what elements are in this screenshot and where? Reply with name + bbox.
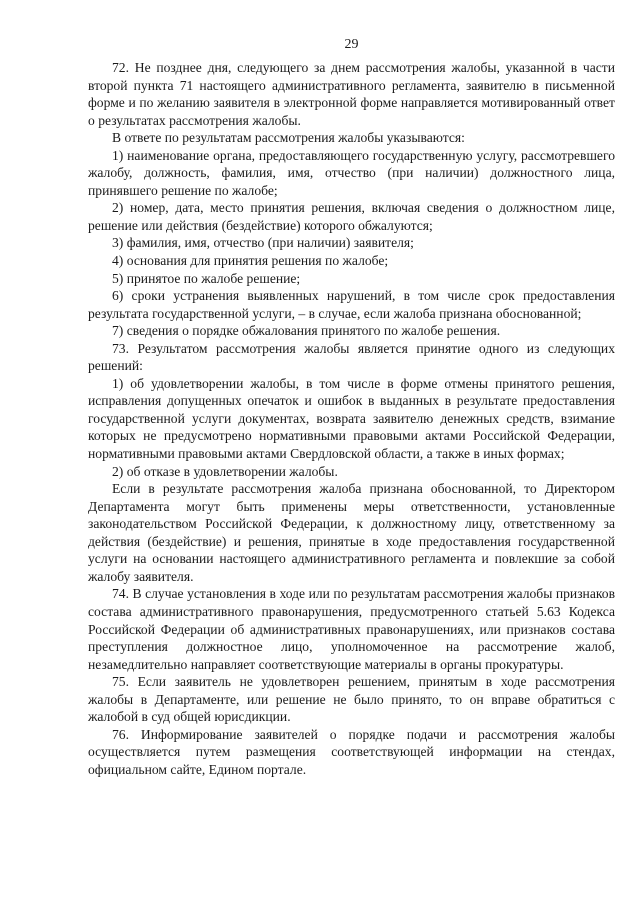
paragraph-73: 73. Результатом рассмотрения жалобы является принятие одного из следующих решений: [88, 340, 615, 374]
paragraph-72: 72. Не позднее дня, следующего за днем рассмотрения жалобы, указанной в части второй пункта 71 настоящего административного регламента, заявителю в письменной форме и по желанию заявителя в электронной форме направляется мотивированный ответ о результатах рассмотрения жалобы. [88, 60, 615, 128]
list-item-1: 1) наименование органа, предоставляющего государственную услугу, рассмотревшего жалобу, должность, фамилия, имя, отчество (при наличии) должностного лица, принявшего решение по жалобе; [88, 147, 615, 198]
page-number: 29 [344, 37, 359, 52]
list-item-6: 6) сроки устранения выявленных нарушений, в том числе срок предоставления результата государственной услуги, – в случае, если жалоба признана обоснованной; [88, 288, 615, 321]
paragraph-74: 74. В случае установления в ходе или по результатам рассмотрения жалобы признаков состава административного правонарушения, предусмотренного статьей 5.63 Кодекса Российской Федерации об административных правонарушениях, или признаков состава преступления должностное лицо, уполномоченное на рассмотрение жалоб, незамедлительно направляет соответствующие материалы в органы прокуратуры. [88, 586, 615, 672]
list-item-3: 3) фамилия, имя, отчество (при наличии) заявителя; [112, 235, 414, 251]
list-item-7: 7) сведения о порядке обжалования принятого по жалобе решения. [112, 323, 501, 339]
decision-item-1: 1) об удовлетворении жалобы, в том числе в форме отмены принятого решения, исправления допущенных опечаток и ошибок в выданных в результате предоставления государственной услуги документах, возврата заявителю денежных средств, взимание которых не предусмотрено нормативными правовыми актами Российской Федерации, нормативными правовыми актами Свердловской области, а также в иных формах; [88, 375, 615, 462]
list-item-4: 4) основания для принятия решения по жалобе; [112, 253, 389, 269]
paragraph-responsibility: Если в результате рассмотрения жалоба признана обоснованной, то Директором Департамента могут быть применены меры ответственности, установленные законодательством Российской Федерации, к должностному лицу, ответственному за действия (бездействие) и решения, принятые в ходе предоставления государственной услуги на основании настоящего административного регламента и повлекшие за собой жалобу заявителя. [88, 481, 615, 584]
decision-item-2: 2) об отказе в удовлетворении жалобы. [112, 463, 338, 479]
paragraph-76: 76. Информирование заявителей о порядке подачи и рассмотрения жалобы осуществляется путем размещения соответствующей информации на стендах, официальном сайте, Едином портале. [88, 726, 615, 777]
document-body [88, 59, 615, 778]
list-item-5: 5) принятое по жалобе решение; [112, 270, 301, 286]
document-page [88, 0, 615, 905]
list-item-2: 2) номер, дата, место принятия решения, включая сведения о должностном лице, решение или действия (бездействие) которого обжалуются; [88, 200, 615, 233]
paragraph-answer-intro: В ответе по результатам рассмотрения жалобы указываются: [112, 130, 465, 146]
paragraph-75: 75. Если заявитель не удовлетворен решением, принятым в ходе рассмотрения жалобы в Департаменте, или решение не было принято, то он вправе обратиться с жалобой в суд общей юрисдикции. [88, 674, 615, 725]
